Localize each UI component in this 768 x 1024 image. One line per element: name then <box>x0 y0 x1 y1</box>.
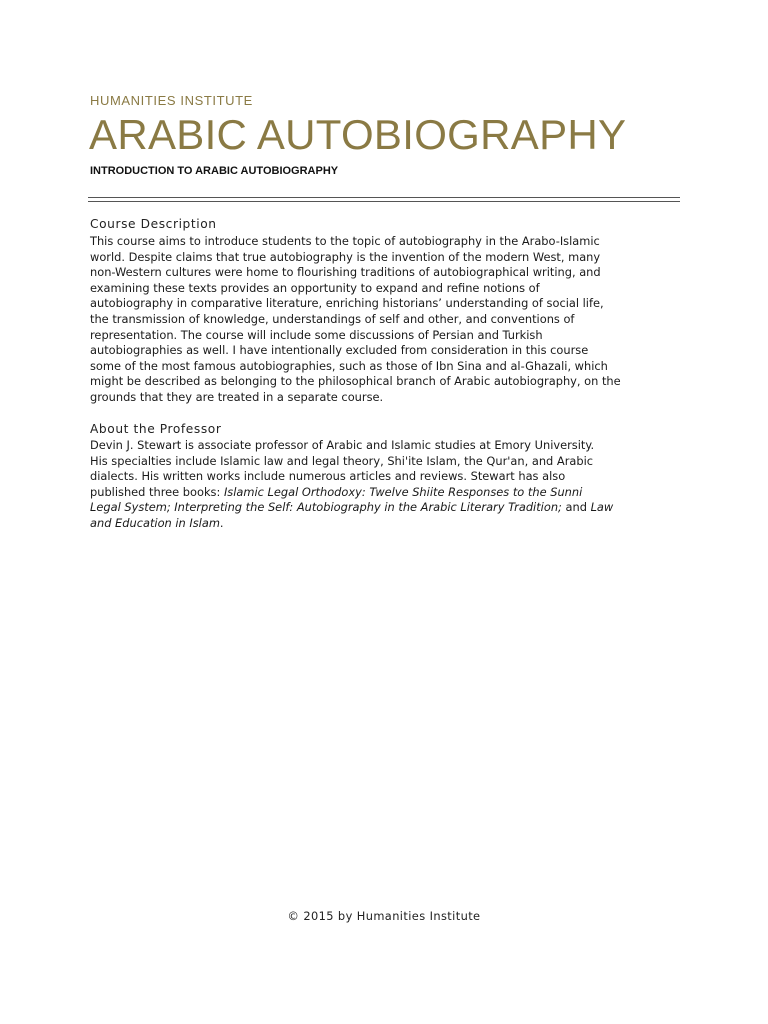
about-professor-text <box>90 438 690 532</box>
course-description-line: grounds that they are treated in a separate course. <box>90 389 384 404</box>
header-divider-top <box>88 197 680 198</box>
institute-label: HUMANITIES INSTITUTE <box>90 93 253 108</box>
conjunction-text: and <box>561 500 591 515</box>
course-description-line: world. Despite claims that true autobiography is the invention of the modern West, many <box>90 249 601 264</box>
book-title-text: Legal System; Interpreting the Self: Autobiography in the Arabic Literary Tradition; <box>90 500 562 515</box>
course-description-line: examining these texts provides an opportunity to expand and refine notions of <box>90 280 540 295</box>
course-description-line: some of the most famous autobiographies, such as those of Ibn Sina and al-Ghazali, which <box>90 358 608 373</box>
about-professor-line: Devin J. Stewart is associate professor of Arabic and Islamic studies at Emory University. <box>90 438 595 452</box>
course-description-line: might be described as belonging to the philosophical branch of Arabic autobiography, on the <box>90 374 621 389</box>
page-subtitle: INTRODUCTION TO ARABIC AUTOBIOGRAPHY <box>90 165 339 177</box>
book-title-text: and Education in Islam <box>90 515 220 530</box>
about-professor-line: His specialties include Islamic law and legal theory, Shi'ite Islam, the Qur'an, and Arabic <box>90 453 594 468</box>
course-description-line: autobiography in comparative literature, enriching historians’ understanding of social life, <box>90 296 604 311</box>
copyright-footer: © 2015 by Humanities Institute <box>287 909 481 923</box>
about-professor-line <box>90 485 690 501</box>
course-description-text <box>90 234 690 406</box>
books-intro-text: published three books: <box>90 484 224 499</box>
about-professor-line: dialects. His written works include numerous articles and reviews. Stewart has also <box>90 469 566 484</box>
about-professor-line <box>90 516 690 532</box>
course-description-line: This course aims to introduce students to the topic of autobiography in the Arabo-Islamic <box>90 234 600 248</box>
course-description-line: non-Western cultures were home to flourishing traditions of autobiographical writing, and <box>90 265 601 280</box>
course-description-line: the transmission of knowledge, understandings of self and other, and conventions of <box>90 311 575 326</box>
book-title-text: Islamic Legal Orthodoxy: Twelve Shiite Responses to the Sunni <box>223 484 583 499</box>
header-divider-bottom <box>88 201 680 202</box>
period-text: . <box>219 515 224 530</box>
course-description-heading: Course Description <box>90 217 217 231</box>
course-description-line: autobiographies as well. I have intentionally excluded from consideration in this course <box>90 343 589 358</box>
about-professor-heading: About the Professor <box>90 422 222 436</box>
page-title: ARABIC AUTOBIOGRAPHY <box>89 111 627 158</box>
about-professor-line <box>90 500 690 516</box>
course-description-line: representation. The course will include some discussions of Persian and Turkish <box>90 327 543 342</box>
book-title-text: Law <box>590 500 614 515</box>
